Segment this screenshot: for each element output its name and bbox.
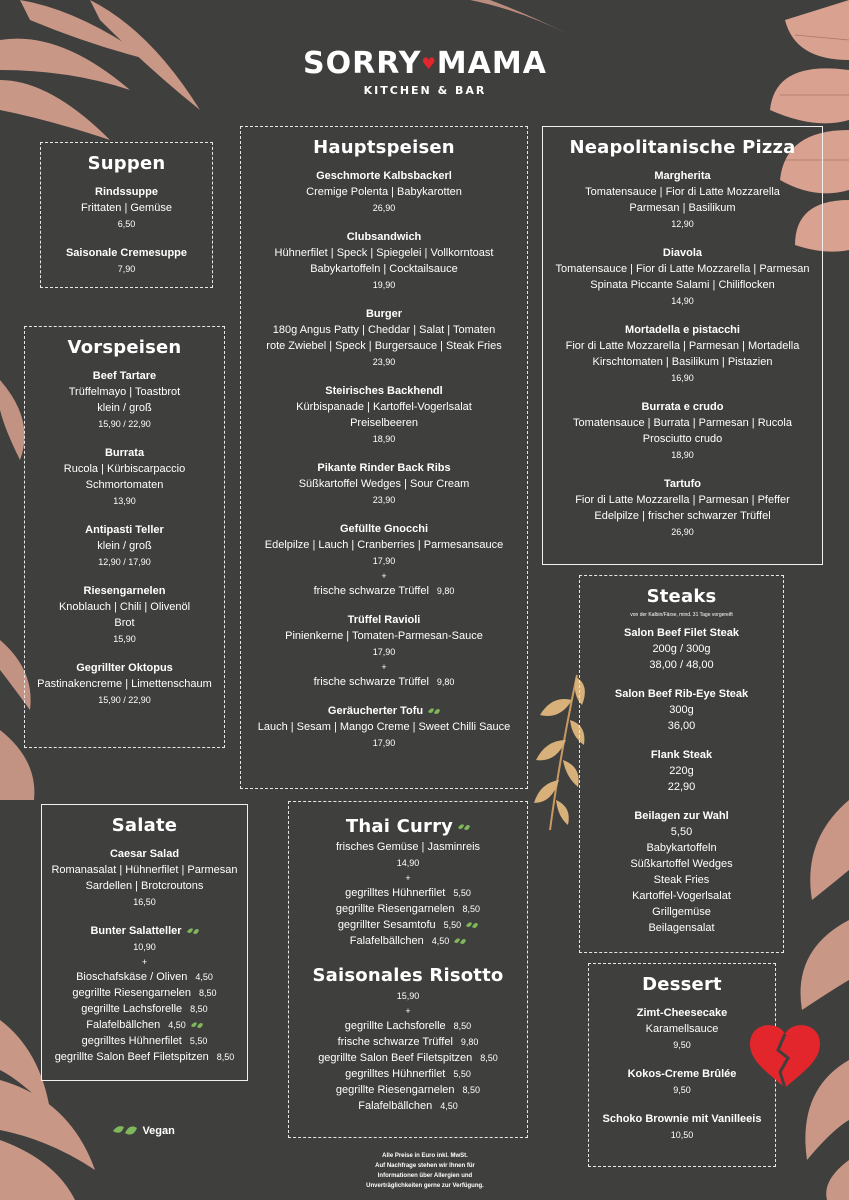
- dish-description: klein / groß: [97, 402, 152, 414]
- footer-note: [340, 1151, 510, 1191]
- pizza-section: [542, 126, 823, 565]
- addon-name: frische schwarze Trüffel: [313, 676, 429, 688]
- curry-description: frisches Gemüse | Jasminreis: [335, 841, 481, 853]
- dish-price: 15,90 / 22,90: [98, 695, 151, 705]
- vegan-legend: [112, 1122, 192, 1142]
- risotto-title: Saisonales Risotto: [312, 965, 504, 986]
- dish-description: Kürbispanade | Kartoffel-Vogerlsalat: [296, 401, 472, 413]
- suppen-section: [40, 142, 213, 288]
- dish-price: 15,90: [113, 634, 136, 644]
- addon-price: 4,50: [440, 1101, 458, 1111]
- menu-item: [241, 612, 527, 690]
- dish-name: Caesar Salad: [109, 848, 180, 860]
- dish-name: Geschmorte Kalbsbackerl: [316, 170, 452, 182]
- bottom-right-palm-leaf-icon: [782, 800, 849, 1200]
- dish-name: Beilagen zur Wahl: [634, 810, 729, 822]
- dish-price: 18,90: [372, 434, 396, 444]
- dish-price: 23,90: [372, 495, 396, 505]
- section-subtitle: von der Kalbin/Färse, mind. 31 Tage vorgereift: [630, 612, 733, 618]
- addon-name: gegrillte Riesengarnelen: [335, 1084, 455, 1096]
- addon-name: gegrillte Lachsforelle: [344, 1020, 446, 1032]
- addon-price: 9,80: [460, 1037, 479, 1047]
- dish-name: Beef Tartare: [92, 370, 157, 382]
- menu-item: [25, 445, 224, 509]
- dish-description: Edelpilze | frischer schwarzer Trüffel: [594, 510, 771, 522]
- menu-item: [241, 703, 527, 751]
- addon-price: 9,80: [436, 677, 455, 687]
- dish-description: Karamellsauce: [645, 1023, 719, 1035]
- dish-name: Flank Steak: [650, 749, 713, 761]
- dish-description: Beilagensalat: [648, 922, 715, 934]
- dish-description: Knoblauch | Chili | Olivenöl: [58, 601, 191, 613]
- curry-price: 14,90: [396, 858, 420, 868]
- dish-name: Trüffel Ravioli: [347, 614, 421, 626]
- section-title: Steaks: [646, 586, 717, 607]
- addon-item: [241, 583, 527, 599]
- salate-section: [41, 804, 248, 1081]
- dish-description: Steak Fries: [653, 874, 710, 886]
- addon-price: 9,80: [436, 586, 455, 596]
- menu-item: [580, 686, 783, 734]
- dish-description: Kartoffel-Vogerlsalat: [632, 890, 731, 902]
- addon-price: 8,50: [199, 988, 217, 998]
- menu-item: [25, 583, 224, 647]
- menu-item: [543, 476, 822, 540]
- menu-item: [241, 383, 527, 447]
- dish-description: Hühnerfilet | Speck | Spiegelei | Vollkorntoast: [274, 247, 494, 259]
- addon-price: 5,50: [453, 888, 471, 898]
- footer-line: Informationen über Allergien und: [377, 1173, 473, 1179]
- dish-description: Sardellen | Brotcroutons: [85, 880, 204, 892]
- dish-description: Preiselbeeren: [350, 417, 418, 429]
- addon-item: [42, 1001, 247, 1017]
- curry-risotto-section: [288, 801, 528, 1138]
- addon-name: Falafelbällchen: [86, 1019, 161, 1031]
- dish-price: 7,90: [117, 264, 136, 274]
- dish-name: Clubsandwich: [346, 231, 422, 243]
- steaks-section: [579, 575, 784, 953]
- addon-item: [289, 1098, 527, 1114]
- dish-description: Edelpilze | Lauch | Cranberries | Parmesansauce: [264, 539, 504, 551]
- dish-description: 200g / 300g: [652, 643, 711, 655]
- menu-item: [580, 625, 783, 673]
- menu-item: [241, 306, 527, 370]
- addon-item: [289, 1018, 527, 1034]
- dish-price: 16,90: [671, 373, 694, 383]
- dish-description: Tomatensauce | Burrata | Parmesan | Rucola: [573, 417, 792, 429]
- dish-name: Salon Beef Rib-Eye Steak: [614, 688, 749, 700]
- dish-price: 26,90: [671, 527, 694, 537]
- menu-item: [42, 923, 247, 1065]
- dish-description: 180g Angus Patty | Cheddar | Salat | Tomaten: [272, 324, 496, 336]
- vegan-leaf-icon: [190, 1021, 203, 1030]
- curry-title: Thai Curry: [289, 816, 527, 837]
- dish-description: Romanasalat | Hühnerfilet | Parmesan: [51, 864, 238, 876]
- plus-sign: +: [141, 957, 148, 967]
- broken-heart-icon: [748, 1022, 822, 1088]
- vorspeisen-section: [24, 326, 225, 748]
- addon-name: frische schwarze Trüffel: [337, 1036, 453, 1048]
- dish-name: Burger: [365, 308, 403, 320]
- brand-name-right: MAMA: [436, 46, 547, 81]
- dish-name: Antipasti Teller: [85, 524, 164, 536]
- addon-price: 8,50: [216, 1052, 235, 1062]
- dish-price: 9,50: [673, 1085, 691, 1095]
- menu-item: [25, 660, 224, 708]
- heart-icon: ♥: [421, 54, 437, 73]
- addon-name: gegrillte Riesengarnelen: [72, 987, 192, 999]
- dish-name: Mortadella e pistacchi: [625, 324, 740, 336]
- dish-description: Brot: [114, 617, 135, 629]
- addon-name: Bioschafskäse / Oliven: [76, 971, 188, 983]
- dish-description: Süßkartoffel Wedges | Sour Cream: [298, 478, 470, 490]
- menu-item: [42, 846, 247, 910]
- addon-name: gegrillte Riesengarnelen: [335, 903, 455, 915]
- addon-price: 5,50: [443, 920, 462, 930]
- addon-price: 8,50: [462, 904, 481, 914]
- menu-item: [241, 229, 527, 293]
- menu-item: [580, 808, 783, 936]
- section-title: Neapolitanische Pizza: [569, 137, 796, 158]
- vegan-leaf-icon: [457, 823, 470, 832]
- addon-item: [289, 901, 527, 917]
- addon-name: gegrilltes Hühnerfilet: [81, 1035, 182, 1047]
- addon-price: 4,50: [168, 1020, 186, 1030]
- top-center-leaf-icon: [470, 0, 580, 40]
- dish-name: Steirisches Backhendl: [325, 385, 443, 397]
- dish-description: 22,90: [667, 781, 696, 793]
- menu-item: [25, 368, 224, 432]
- addon-name: gegrillte Salon Beef Filetspitzen: [54, 1051, 209, 1063]
- risotto-price: 15,90: [396, 991, 420, 1001]
- dish-price: 15,90 / 22,90: [98, 419, 151, 429]
- addon-price: 8,50: [190, 1004, 208, 1014]
- addon-item: [42, 1049, 247, 1065]
- dish-description: 36,00: [667, 720, 696, 732]
- dish-price: 17,90: [372, 738, 396, 748]
- dish-description: Pinienkerne | Tomaten-Parmesan-Sauce: [285, 630, 483, 642]
- dish-name: Riesengarnelen: [83, 585, 166, 597]
- addon-item: [289, 885, 527, 901]
- dish-description: Babykartoffeln | Cocktailsauce: [310, 263, 458, 275]
- dish-description: Prosciutto crudo: [642, 433, 723, 445]
- addon-item: [289, 933, 527, 949]
- addon-name: gegrillte Salon Beef Filetspitzen: [318, 1052, 473, 1064]
- dish-name: Kokos-Creme Brûlée: [627, 1068, 737, 1080]
- section-title: Suppen: [87, 153, 166, 174]
- addon-item: [289, 1066, 527, 1082]
- dish-name: Rindssuppe: [95, 186, 158, 198]
- dish-description: Rucola | Kürbiscarpaccio: [63, 463, 186, 475]
- menu-item: [241, 168, 527, 216]
- dish-description: 300g: [669, 704, 694, 716]
- dish-price: 18,90: [671, 450, 694, 460]
- dish-description: 220g: [669, 765, 694, 777]
- dish-name: Schoko Brownie mit Vanilleeis: [602, 1113, 762, 1125]
- dish-description: Tomatensauce | Fior di Latte Mozzarella | Parmesan: [555, 263, 810, 275]
- menu-item: [580, 747, 783, 795]
- section-title: Vorspeisen: [67, 337, 182, 358]
- dish-description: Trüffelmayo | Toastbrot: [68, 386, 181, 398]
- menu-item: [241, 460, 527, 508]
- brand-name-left: SORRY: [303, 46, 422, 81]
- dish-price: 17,90: [372, 647, 396, 657]
- menu-item: [25, 522, 224, 570]
- dish-price: 10,90: [133, 942, 156, 952]
- dish-description: Süßkartoffel Wedges: [630, 858, 733, 870]
- addon-price: 5,50: [453, 1069, 471, 1079]
- vegan-leaf-icon: [427, 707, 440, 716]
- dish-price: 23,90: [372, 357, 396, 367]
- brand-subtitle: KITCHEN & BAR: [363, 84, 487, 97]
- dish-description: klein / groß: [97, 540, 152, 552]
- dish-description: Babykartoffeln: [646, 842, 717, 854]
- dish-description: rote Zwiebel | Speck | Burgersauce | Steak Fries: [266, 340, 502, 352]
- vegan-leaf-icon: [186, 927, 199, 936]
- menu-item: [543, 322, 822, 386]
- dish-description: Tomatensauce | Fior di Latte Mozzarella: [585, 186, 780, 198]
- dish-price: 12,90: [671, 219, 694, 229]
- dish-description: Pastinakencreme | Limettenschaum: [37, 678, 212, 690]
- dish-description: Fior di Latte Mozzarella | Parmesan | Pfeffer: [575, 494, 790, 506]
- hauptspeisen-section: [240, 126, 528, 789]
- addon-price: 8,50: [480, 1053, 498, 1063]
- dish-description: Schmortomaten: [85, 479, 164, 491]
- addon-item: [289, 1082, 527, 1098]
- dish-name: Margherita: [654, 170, 711, 182]
- menu-item: [41, 184, 212, 232]
- vegan-leaf-icon: [465, 921, 478, 930]
- addon-name: Falafelbällchen: [358, 1100, 433, 1112]
- addon-item: [289, 1034, 527, 1050]
- dish-name: Pikante Rinder Back Ribs: [317, 462, 451, 474]
- addon-item: [289, 917, 527, 933]
- dish-price: 14,90: [671, 296, 694, 306]
- section-title: Hauptspeisen: [313, 137, 455, 158]
- dish-name: Salon Beef Filet Steak: [624, 627, 739, 639]
- dish-name: Gefüllte Gnocchi: [339, 523, 428, 535]
- menu-item: [543, 245, 822, 309]
- addon-price: 4,50: [195, 972, 213, 982]
- plus-sign: +: [405, 873, 411, 883]
- section-title: Dessert: [642, 974, 722, 995]
- dish-name: Tartufo: [663, 478, 702, 490]
- addon-name: Falafelbällchen: [349, 935, 424, 947]
- dish-name: Geräucherter Tofu: [241, 703, 527, 719]
- dish-name: Saisonale Cremesuppe: [65, 247, 188, 259]
- dish-description: 5,50: [670, 826, 693, 838]
- addon-price: 5,50: [189, 1036, 208, 1046]
- dish-price: 12,90 / 17,90: [98, 557, 151, 567]
- dish-price: 13,90: [113, 496, 136, 506]
- dish-description: Grillgemüse: [652, 906, 711, 918]
- addon-price: 8,50: [453, 1021, 472, 1031]
- vegan-legend-label: Vegan: [142, 1124, 175, 1137]
- vegan-leaf-icon: [112, 1124, 138, 1138]
- addon-name: gegrilltes Hühnerfilet: [345, 887, 446, 899]
- menu-item: [41, 245, 212, 277]
- dish-description: Cremige Polenta | Babykarotten: [306, 186, 462, 198]
- addon-item: [42, 969, 247, 985]
- footer-line: Unverträglichkeiten gerne zur Verfügung.: [366, 1183, 484, 1189]
- dish-description: 38,00 / 48,00: [649, 659, 714, 671]
- dish-description: Kirschtomaten | Basilikum | Pistazien: [592, 356, 773, 368]
- footer-line: Auf Nachfrage stehen wir Ihnen für: [375, 1163, 475, 1169]
- addon-name: gegrillte Lachsforelle: [81, 1003, 183, 1015]
- dish-name: Burrata e crudo: [641, 401, 724, 413]
- footer-line: Alle Preise in Euro inkl. MwSt.: [382, 1153, 468, 1159]
- dish-name: Burrata: [104, 447, 145, 459]
- addon-name: gegrilltes Hühnerfilet: [345, 1068, 446, 1080]
- addon-name: gegrillter Sesamtofu: [337, 919, 436, 931]
- addon-name: frische schwarze Trüffel: [313, 585, 429, 597]
- menu-item: [241, 521, 527, 599]
- dish-description: Lauch | Sesam | Mango Creme | Sweet Chilli Sauce: [257, 721, 511, 733]
- dish-price: 9,50: [673, 1040, 691, 1050]
- menu-item: [543, 399, 822, 463]
- dish-price: 16,50: [133, 897, 156, 907]
- addon-item: [42, 985, 247, 1001]
- dish-name: Zimt-Cheesecake: [636, 1007, 728, 1019]
- dish-price: 6,50: [117, 219, 136, 229]
- menu-item: [589, 1111, 775, 1143]
- dish-price: 10,50: [670, 1130, 694, 1140]
- dish-description: Fior di Latte Mozzarella | Parmesan | Mortadella: [565, 340, 800, 352]
- addon-item: [241, 674, 527, 690]
- dish-price: 19,90: [372, 280, 396, 290]
- section-title: Salate: [111, 815, 178, 836]
- dish-description: Spinata Piccante Salami | Chiliflocken: [590, 279, 775, 291]
- dish-name: Gegrillter Oktopus: [76, 662, 173, 674]
- dish-name: Bunter Salatteller: [42, 923, 247, 939]
- dish-price: 17,90: [372, 556, 396, 566]
- addon-item: [42, 1033, 247, 1049]
- addon-price: 8,50: [462, 1085, 481, 1095]
- addon-price: 4,50: [431, 936, 450, 946]
- dish-description: Frittaten | Gemüse: [81, 202, 172, 214]
- menu-item: [543, 168, 822, 232]
- dish-price: 26,90: [372, 203, 396, 213]
- addon-item: [289, 1050, 527, 1066]
- brand-logo: [300, 44, 550, 97]
- addon-item: [42, 1017, 247, 1033]
- plus-sign: +: [381, 571, 387, 581]
- plus-sign: +: [405, 1006, 411, 1016]
- dish-name: Diavola: [662, 247, 703, 259]
- plus-sign: +: [381, 662, 387, 672]
- dish-description: Parmesan | Basilikum: [629, 202, 736, 214]
- vegan-leaf-icon: [453, 937, 466, 946]
